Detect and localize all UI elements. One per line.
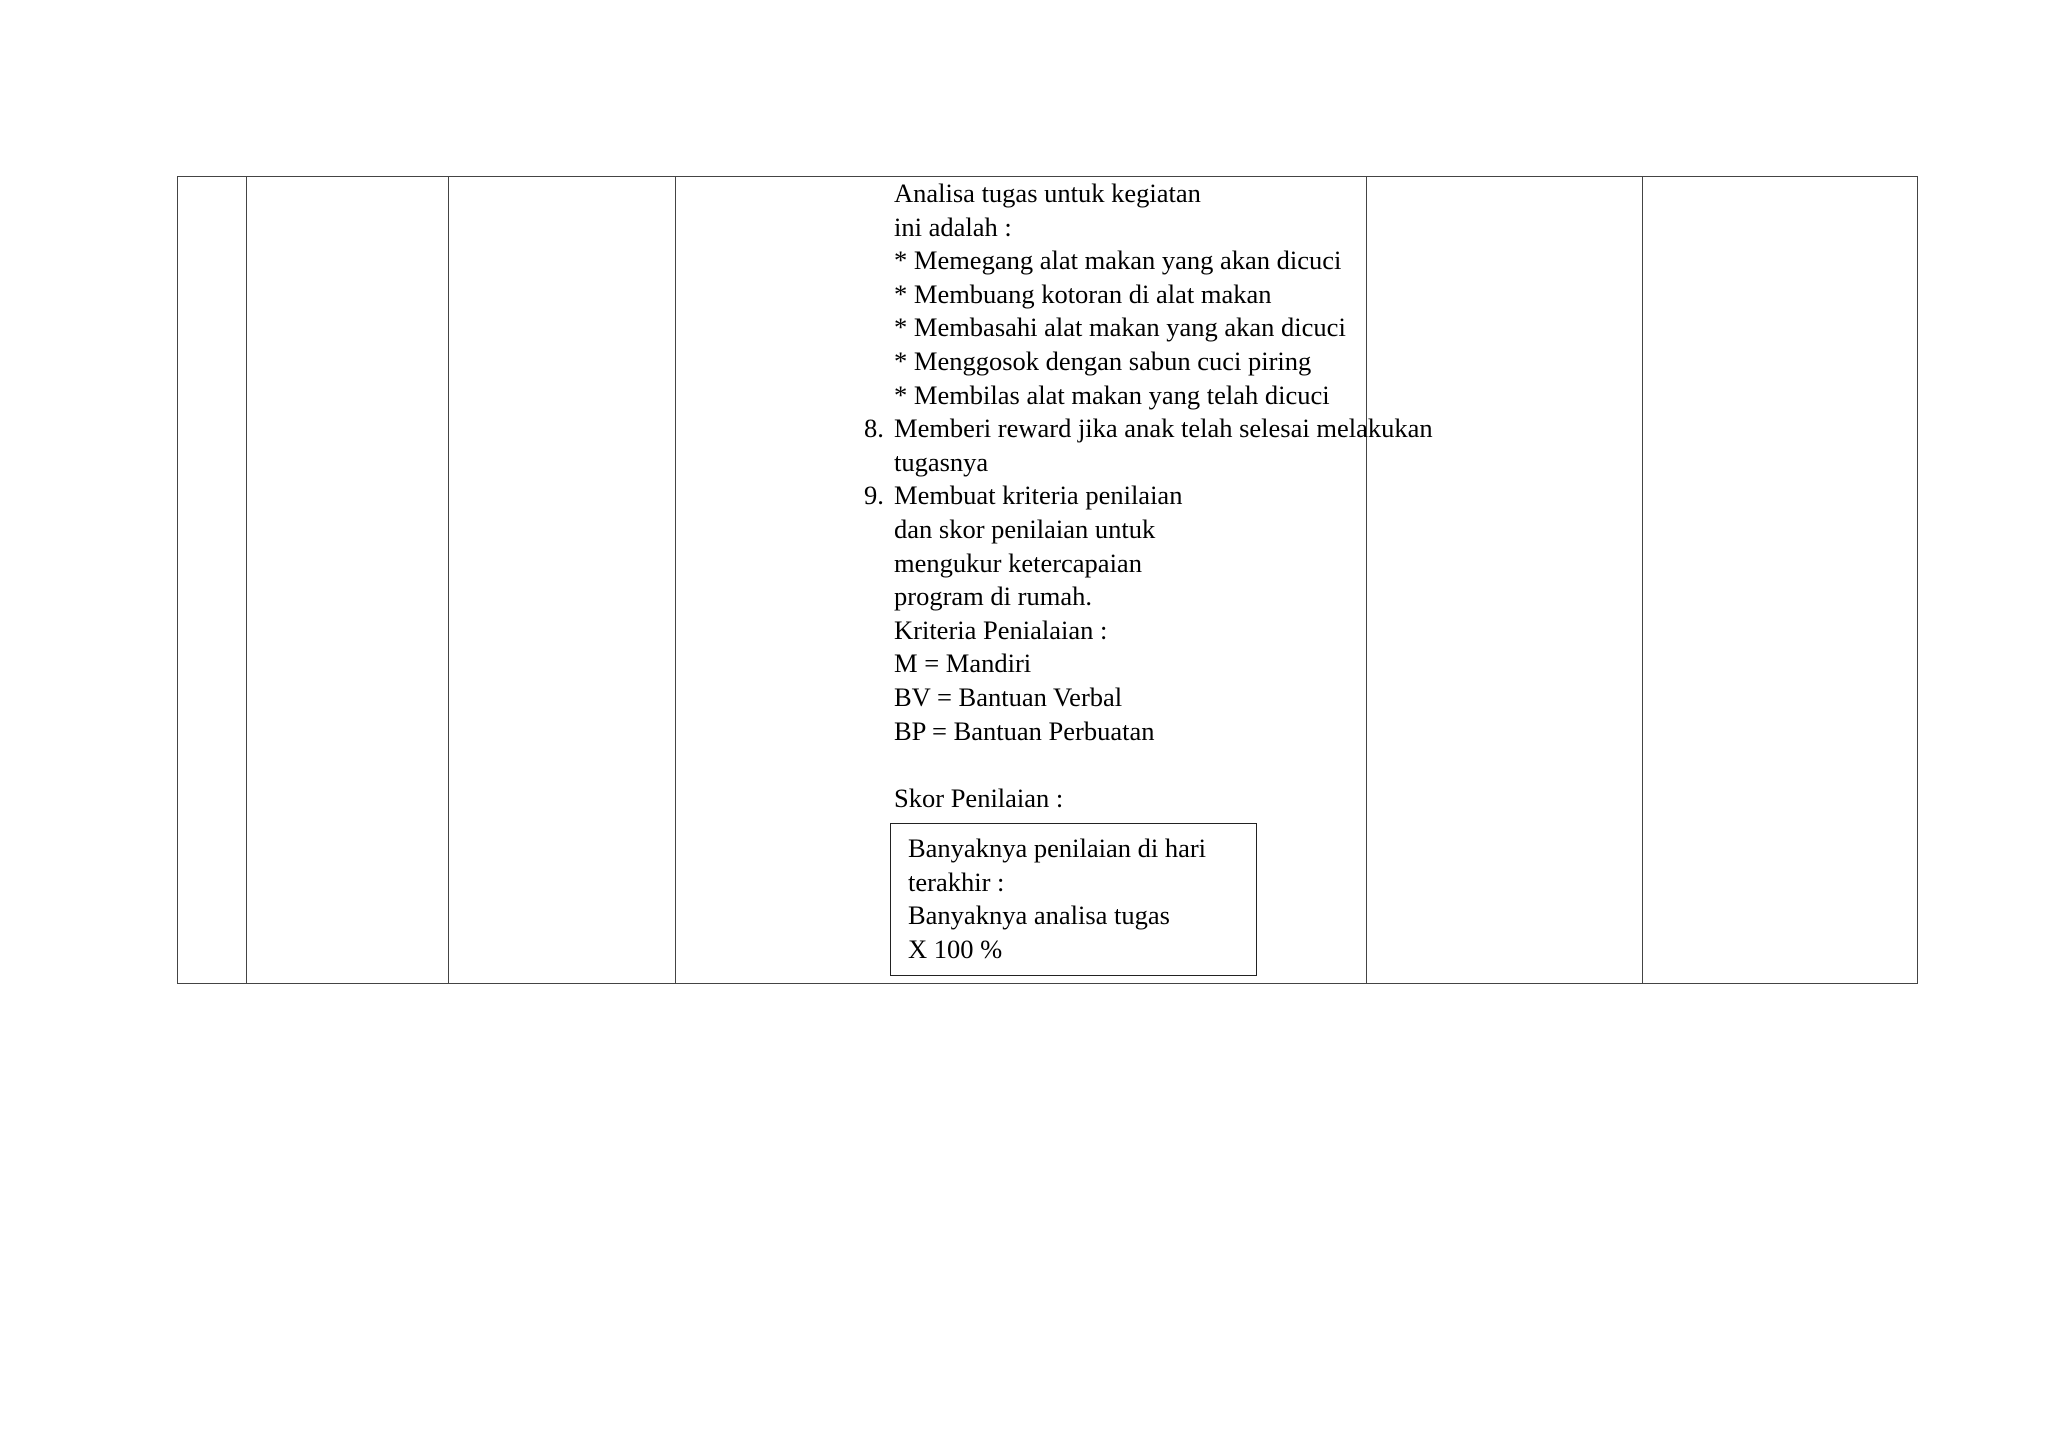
task-step: * Membasahi alat makan yang akan dicuci: [894, 312, 1346, 343]
column-divider-5: [1642, 177, 1643, 983]
score-title: Skor Penilaian :: [894, 782, 1064, 813]
analisa-intro-line-1: Analisa tugas untuk kegiatan: [894, 178, 1201, 208]
activity-description-cell: [856, 177, 1546, 815]
document-table: [177, 176, 1918, 984]
criteria-item: BP = Bantuan Perbuatan: [894, 715, 1155, 746]
list-item-9-continuation: dan skor penilaian untuk: [894, 513, 1156, 544]
task-step: * Membilas alat makan yang telah dicuci: [894, 379, 1330, 410]
score-formula-line-4: X 100 %: [908, 933, 1003, 964]
task-step: * Memegang alat makan yang akan dicuci: [894, 245, 1342, 276]
list-item-9: [856, 479, 1546, 513]
criteria-title: Kriteria Penialaian :: [894, 614, 1108, 645]
list-item-9-continuation: program di rumah.: [894, 581, 1092, 612]
list-number-8: 8.: [864, 413, 884, 444]
criteria-item: M = Mandiri: [894, 648, 1032, 679]
list-item-9-continuation: mengukur ketercapaian: [894, 547, 1142, 578]
list-item-8-text: Memberi reward jika anak telah selesai melakukan: [894, 413, 1433, 444]
score-formula-line-2: terakhir :: [908, 866, 1005, 897]
score-formula-box: [890, 823, 1257, 976]
column-divider-1: [246, 177, 247, 983]
list-item-8-continuation: tugasnya: [894, 446, 989, 477]
column-divider-2: [448, 177, 449, 983]
list-item-9-text: Membuat kriteria penilaian: [894, 480, 1183, 511]
task-step: * Menggosok dengan sabun cuci piring: [894, 345, 1312, 376]
criteria-item: BV = Bantuan Verbal: [894, 681, 1123, 712]
task-step: * Membuang kotoran di alat makan: [894, 278, 1272, 309]
list-item-8: [856, 412, 1546, 446]
column-divider-3: [675, 177, 676, 983]
score-formula-line-1: Banyaknya penilaian di hari: [908, 833, 1207, 863]
score-formula-line-3: Banyaknya analisa tugas: [908, 900, 1170, 931]
blank-line: [856, 748, 1546, 782]
list-number-9: 9.: [864, 480, 884, 511]
analisa-intro-line-2: ini adalah :: [894, 211, 1012, 242]
